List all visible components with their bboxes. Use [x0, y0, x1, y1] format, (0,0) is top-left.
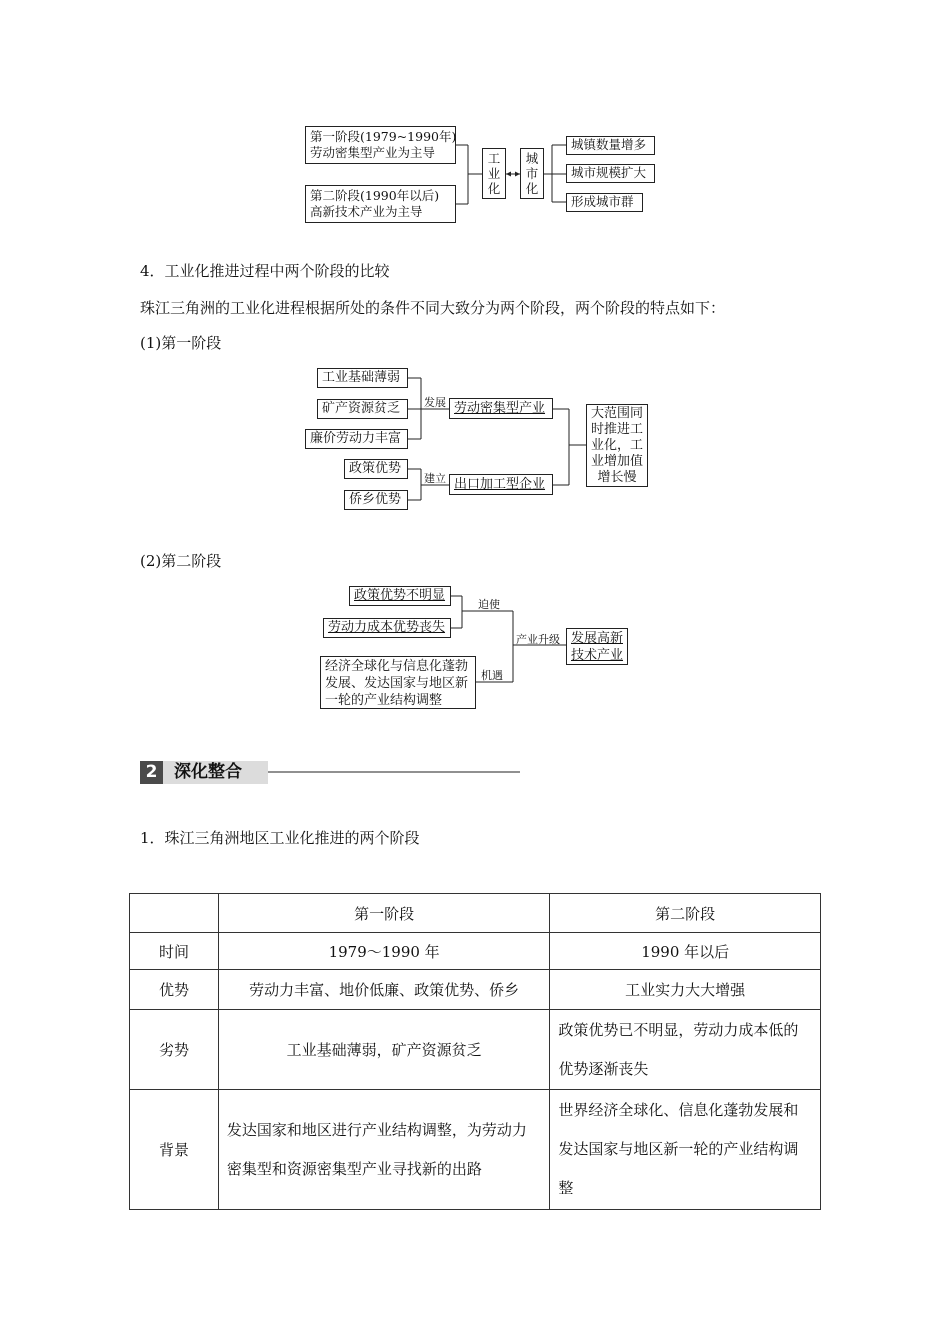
section-banner [140, 761, 268, 784]
table-cell: 工业实力大大增强 [550, 970, 821, 1010]
result-line: 大范围同 [590, 406, 643, 421]
high-tech-line: 发展高新 [570, 631, 623, 646]
globalization-line: 发展、发达国家与地区新 [325, 676, 469, 691]
label-build: 建立 [424, 472, 446, 485]
table-cell: 工业基础薄弱，矿产资源贫乏 [218, 1010, 549, 1090]
section4-title: 4．工业化推进过程中两个阶段的比较 [140, 262, 390, 280]
row-label: 时间 [130, 933, 219, 970]
table-cell: 劳动力丰富、地价低廉、政策优势、侨乡 [218, 970, 549, 1010]
stage1-heading: (1)第一阶段 [140, 334, 222, 352]
table-cell: 1979～1990 年 [218, 933, 549, 970]
industrialization-box [482, 148, 506, 199]
labor-cost-box: 劳动力成本优势丧失 [323, 618, 451, 638]
stage1-line1: 第一阶段(1979~1990年) [310, 129, 457, 144]
stage1-result-box [586, 404, 648, 487]
result-line: 业化，工 [590, 438, 643, 453]
condition-box: 侨乡优势 [344, 490, 408, 510]
industrialization-char: 化 [487, 181, 501, 196]
label-force: 迫使 [478, 598, 500, 611]
stage1-line2: 劳动密集型产业为主导 [310, 145, 436, 160]
label-opportunity: 机遇 [481, 669, 503, 682]
section-number: 2 [140, 761, 163, 784]
row-label: 劣势 [130, 1010, 219, 1090]
export-processing-box: 出口加工型企业 [449, 474, 553, 495]
stage1-box [305, 126, 456, 164]
condition-box: 政策优势 [344, 459, 408, 479]
result-line: 增长慢 [597, 470, 637, 485]
condition-box: 廉价劳动力丰富 [305, 429, 408, 449]
result-box: 形成城市群 [566, 193, 643, 212]
table-cell: 1990 年以后 [550, 933, 821, 970]
result-line: 时推进工 [590, 422, 643, 437]
result-box: 城镇数量增多 [566, 136, 655, 155]
globalization-box [320, 656, 476, 709]
high-tech-box [566, 628, 628, 665]
table-header-cell: 第二阶段 [550, 894, 821, 933]
table-header-cell: 第一阶段 [218, 894, 549, 933]
stage2-line2: 高新技术产业为主导 [310, 204, 423, 219]
policy-box: 政策优势不明显 [349, 586, 451, 606]
table-title: 1．珠江三角洲地区工业化推进的两个阶段 [140, 829, 420, 847]
row-label: 背景 [130, 1090, 219, 1210]
condition-box: 矿产资源贫乏 [317, 399, 408, 419]
urbanization-box [520, 148, 544, 199]
label-develop: 发展 [424, 396, 446, 409]
condition-box: 工业基础薄弱 [317, 368, 408, 388]
globalization-line: 经济全球化与信息化蓬勃 [325, 659, 469, 674]
globalization-line: 一轮的产业结构调整 [325, 693, 443, 708]
table-header-row [130, 894, 821, 933]
table-cell: 政策优势已不明显，劳动力成本低的优势逐渐丧失 [550, 1010, 821, 1090]
industrialization-char: 业 [487, 166, 501, 181]
table-row [130, 1090, 821, 1210]
labor-intensive-box: 劳动密集型产业 [449, 398, 553, 419]
high-tech-line: 技术产业 [570, 648, 623, 663]
comparison-table [129, 893, 821, 1210]
stage2-line1: 第二阶段(1990年以后) [310, 188, 440, 203]
urbanization-char: 市 [525, 166, 539, 181]
table-header-cell [130, 894, 219, 933]
result-box: 城市规模扩大 [566, 164, 655, 183]
table-row [130, 933, 821, 970]
stage2-box [305, 185, 456, 223]
row-label: 优势 [130, 970, 219, 1010]
stage2-heading: (2)第二阶段 [140, 552, 222, 570]
urbanization-char: 化 [525, 181, 539, 196]
urbanization-char: 城 [525, 151, 539, 166]
section4-intro: 珠江三角洲的工业化进程根据所处的条件不同大致分为两个阶段，两个阶段的特点如下： [140, 299, 726, 317]
label-upgrade: 产业升级 [516, 633, 560, 646]
table-cell: 世界经济全球化、信息化蓬勃发展和发达国家与地区新一轮的产业结构调整 [550, 1090, 821, 1210]
industrialization-char: 工 [487, 151, 501, 166]
table-cell: 发达国家和地区进行产业结构调整，为劳动力密集型和资源密集型产业寻找新的出路 [218, 1090, 549, 1210]
section-title: 深化整合 [174, 762, 242, 782]
table-row [130, 970, 821, 1010]
result-line: 业增加值 [590, 454, 643, 469]
table-row [130, 1010, 821, 1090]
